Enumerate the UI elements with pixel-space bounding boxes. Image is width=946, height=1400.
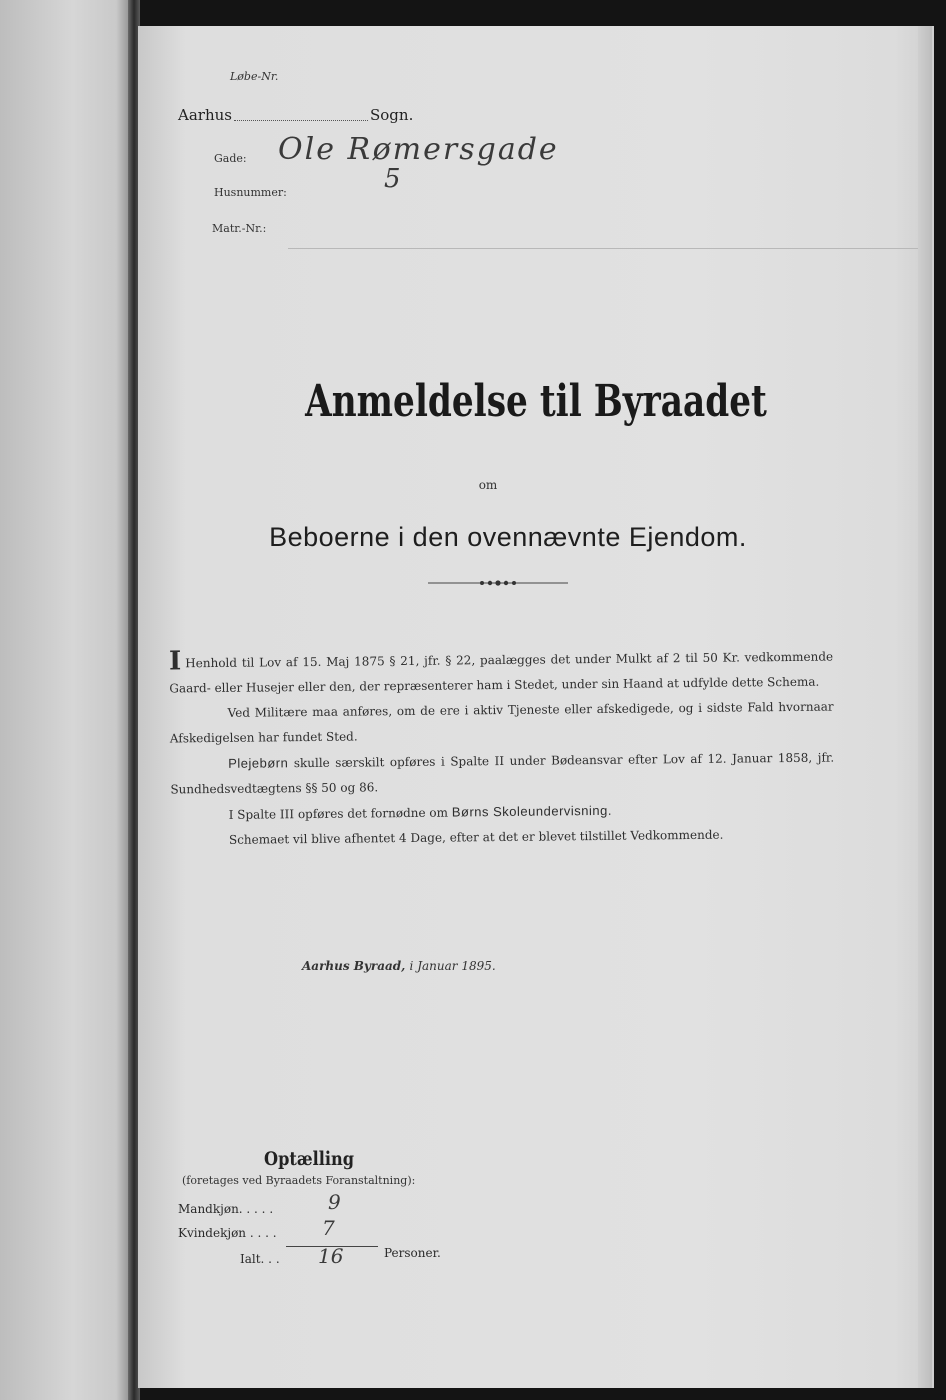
instruction-paragraph-1 — [169, 643, 834, 702]
left-page — [0, 0, 132, 1400]
header-rule — [288, 248, 928, 249]
female-value: 7 — [322, 1216, 335, 1240]
paragraph-1-text: Henhold til Lov af 15. Maj 1875 § 21, jfr. § 22, paalægges det under Mulkt af 2 til 50 Kr. vedkommende Gaard- eller Husejer eller den, der repræsenterer ham i Stedet, under sin Haand at udfylde dette Schema. — [169, 649, 834, 696]
ornament-divider-icon — [428, 576, 568, 590]
gade-value: Ole Rømersgade — [278, 132, 559, 167]
instructions — [169, 643, 835, 854]
paragraph-4-text: I Spalte III opføres det fornødne om — [228, 805, 449, 822]
instruction-paragraph-2: Ved Militære maa anføres, om de ere i aktiv Tjeneste eller afskedigede, og i sidste Fald hvornaar Afskedigelsen har fundet Sted. — [169, 699, 834, 746]
title-connector: om — [478, 478, 498, 492]
husnummer-label: Husnummer: — [214, 186, 287, 199]
signoff-org: Aarhus Byraad, — [302, 959, 406, 973]
city-label: Aarhus — [178, 106, 232, 124]
document-subtitle: Beboerne i den ovennævnte Ejendom. — [269, 522, 747, 552]
total-value: 16 — [318, 1244, 344, 1268]
lobe-nr-label: Løbe-Nr. — [230, 70, 279, 83]
address-header — [138, 26, 918, 256]
drop-cap: I — [168, 646, 182, 677]
total-label: Ialt. . . — [240, 1252, 280, 1266]
form-page — [138, 26, 934, 1388]
page-edge — [918, 26, 932, 1388]
plejeborn-emphasis: Plejebørn — [228, 755, 289, 771]
signoff-date: i Januar 1895. — [409, 959, 496, 973]
male-value: 9 — [328, 1190, 341, 1214]
count-title: Optælling — [264, 1148, 355, 1170]
persons-label: Personer. — [384, 1246, 441, 1260]
signoff — [302, 959, 602, 973]
paragraph-3-text: skulle særskilt opføres i Spalte II under Bødeansvar efter Lov af 12. Januar 1858, jfr. Sundhedsvedtægtens §§ 50 og 86. — [170, 750, 835, 797]
count-note: (foretages ved Byraadets Foranstaltning): — [182, 1174, 416, 1187]
instruction-paragraph-5: Schemaet vil blive afhentet 4 Dage, efter at det er blevet tilstillet Vedkommende. — [228, 827, 724, 847]
sogn-field-line — [234, 120, 368, 121]
skoleundervisning-emphasis: Børns Skoleundervisning. — [451, 802, 613, 820]
instruction-paragraph-3 — [170, 745, 834, 803]
document-title: Anmeldelse til Byraadet — [305, 376, 767, 427]
sogn-label: Sogn. — [370, 106, 414, 124]
gade-label: Gade: — [214, 152, 247, 165]
female-label: Kvindekjøn . . . . — [178, 1226, 277, 1240]
husnummer-value: 5 — [384, 164, 403, 194]
matr-nr-label: Matr.-Nr.: — [212, 222, 267, 235]
male-label: Mandkjøn. . . . . — [178, 1202, 274, 1216]
